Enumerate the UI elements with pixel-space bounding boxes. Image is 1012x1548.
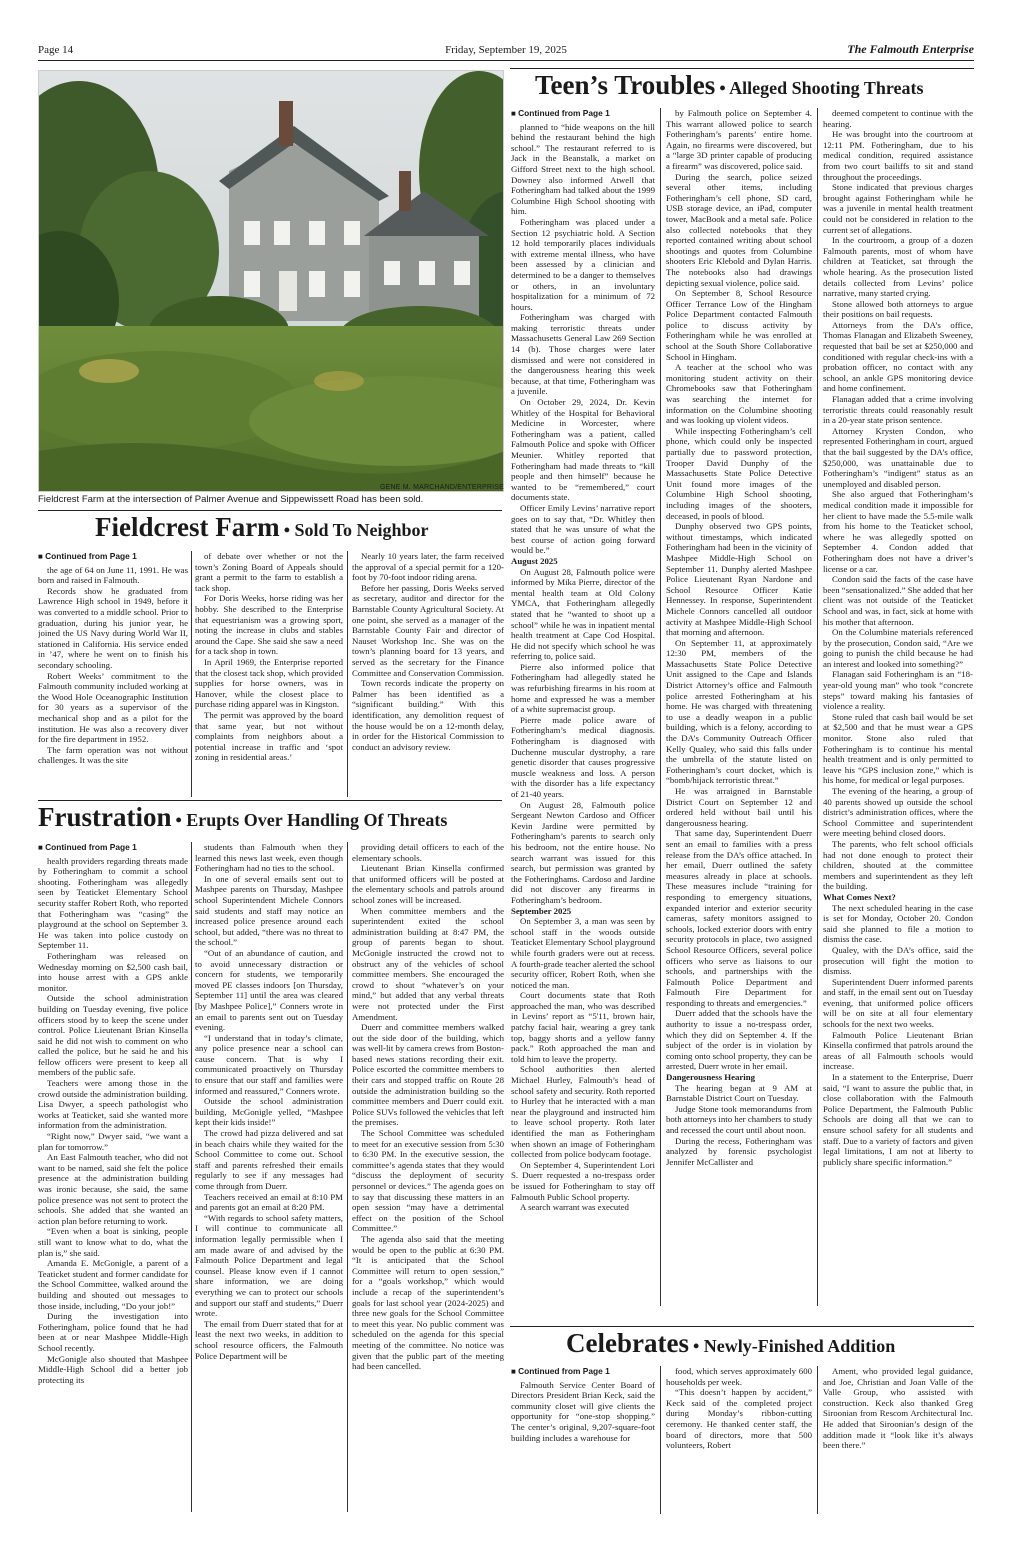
paragraph: Fotheringham was released on Wednesday morning on $2,500 cash bail, into house arrest with a GPS ankle monitor. [38, 950, 188, 993]
paragraph: On September 3, a man was seen by school staff in the woods outside Teaticket Elementary School playground while fourth graders were out at recess. A fourth-grade teacher alerted the school security officer, Robert Roth, when she noticed the man. [511, 916, 655, 990]
frustration-top-rule [38, 800, 502, 801]
paragraph: Flanagan added that a crime involving terroristic threats could reasonably result in a 20-year state prison sentence. [823, 394, 973, 426]
paragraph: Stone allowed both attorneys to argue their positions on bail requests. [823, 298, 973, 320]
column-divider [660, 1366, 661, 1514]
subhead: What Comes Next? [823, 891, 896, 902]
paragraph: Lieutenant Brian Kinsella confirmed that uniformed officers will be posted at the elementary schools and patrols around school zones will be increased. [352, 863, 504, 905]
paragraph: She also argued that Fotheringham’s medical condition made it impossible for her client to have made the 5.5-mile walk from his home to the Teaticket school, where he was allegedly spotted on September 4. Condon added that Fotheringham does not have a driver’s license or a car. [823, 489, 973, 574]
photo-cutline: Fieldcrest Farm at the intersection of Palmer Avenue and Sippewissett Road has been sold. [38, 494, 424, 505]
paragraph: Outside the school administration building, McGonigle yelled, “Mashpee kept their kids inside!” [195, 1096, 343, 1128]
paragraph: by Falmouth police on September 4. This warrant allowed police to search Fotheringham’s parents’ entire home. Again, no firearms were discovered, but a “large 3D printer capable of producing a firearm” was discovered, police said. [666, 108, 812, 171]
paragraph: On the Columbine materials referenced by the prosecution, Condon said, “Are we going to punish the child because he had an interest and looked into something?” [823, 627, 973, 669]
paragraph: Nearly 10 years later, the farm received the approval of a special permit for a 120-foot by 70-foot indoor riding arena. [352, 551, 504, 583]
paragraph: That same day, Superintendent Duerr sent an email to families with a press release from the DA’s office attached. In her email, Duerr outlined the safety measures already in place at schools. These measures include “training for responding to emergency situations, expanded interior and exterior security cameras, safety monitors assigned to schools, locked exterior doors with entry security protocols in place, two assigned School Resource Officers, several police officers who serve as liaisons to our schools, and partnerships with the Falmouth Police Department and Falmouth Fire Department for responding to threats and emergencies.” [666, 828, 812, 1008]
paragraph: On August 28, Falmouth police were informed by Mika Pierre, director of the mental health team at Old Colony YMCA, that Fotheringham allegedly stated that he “wanted to shoot up a school” while he was in inpatient mental health treatment at Cape Cod Hospital. He did not specify which school he was referring to, police said. [511, 566, 655, 662]
paragraph: Fotheringham was charged with making terroristic threats under Massachusetts General Law 269 Section 14 (b). Those charges were later dismissed and were not considered in the dangerousness hearing this week because, at that time, Fotheringham was a juvenile. [511, 312, 655, 397]
teen-column-1 [511, 108, 655, 1306]
paragraph: Attorneys from the DA’s office, Thomas Flanagan and Elizabeth Sweeney, requested that bail be set at $250,000 and conditioned with regular check-ins with a probation officer, no contact with any school, an ankle GPS monitoring device and home confinement. [823, 319, 973, 394]
celebrates-continued: ■ Continued from Page 1 [511, 1366, 655, 1378]
celebrates-column-3 [823, 1366, 973, 1516]
column-divider [191, 551, 192, 797]
paragraph: food, which serves approximately 600 households per week. [666, 1366, 812, 1387]
frustration-head: Frustration [38, 802, 172, 832]
paragraph: Stone indicated that previous charges brought against Fotheringham while he was a juvenile in mental health treatment could not be considered in relation to the current set of allegations. [823, 182, 973, 235]
paragraph: the age of 64 on June 11, 1991. He was born and raised in Falmouth. [38, 564, 188, 586]
teen-col2-body [666, 108, 812, 1167]
column-divider [817, 1366, 818, 1514]
paragraph: “Even when a boat is sinking, people still want to know what to do, what the plan is,” she said. [38, 1226, 188, 1258]
frustration-col2-body [195, 842, 343, 1361]
paragraph: In a statement to the Enterprise, Duerr said, “I want to assure the public that, in close collaboration with the Falmouth Police Department, the Falmouth Public Schools are doing all that we can to ensure school safety for all students and staff. Due to a variety of factors and given legal limitations, I am not at liberty to publicly share specific information.” [823, 1072, 973, 1167]
frustration-deck: • Erupts Over Handling Of Threats [175, 810, 448, 830]
paragraph: planned to “hide weapons on the hill behind the restaurant behind the high school.” The restaurant referred to is Jack in the Beanstalk, a market on Gifford Street next to the high school. Downey also informed Atwell that Fotheringham had talked about the 1999 Columbine High School shooting with him. [511, 121, 655, 217]
paragraph: The permit was approved by the board that same year, but not without complaints from neighbors about a potential increase in traffic and ‘spot zoning in residential areas.’ [195, 709, 343, 763]
paragraph: Duerr added that the schools have the authority to issue a no-trespass order, which they did on September 4. If the subject of the order is in violation by coming onto school property, they can be arrested, Duerr wrote in her email. [666, 1008, 812, 1072]
paragraph: Pierre also informed police that Fotheringham had allegedly stated he was refurbishing firearms in his room at home and expressed he was a member of a white supremacist group. [511, 661, 655, 715]
frustration-continued: ■ Continued from Page 1 [38, 842, 188, 854]
paragraph: The parents, who felt school officials had not done enough to protect their children, shouted at the committee members and superintendent as they left the building. [823, 838, 973, 892]
paragraph: On August 28, Falmouth police Sergeant Newton Cardoso and Officer Kevin Jardine were permitted by Fotheringham’s parents to search only his bedroom, not the entire house. No search warrant was issued for this search, but permission was granted by the Fotheringhams. Cardoso and Jardine did not discover any firearms in Fotheringham’s bedroom. [511, 799, 655, 905]
paragraph: Falmouth Police Lieutenant Brian Kinsella confirmed that patrols around the areas of all Falmouth schools would increase. [823, 1029, 973, 1072]
masthead-logo: The Falmouth Enterprise [847, 42, 974, 56]
teen-continued: ■ Continued from Page 1 [511, 108, 655, 120]
folio-bar [38, 41, 974, 61]
paragraph: Attorney Krysten Condon, who represented Fotheringham in court, argued that the bail suggested by the DA’s office, $250,000, was unattainable due to Fotheringham’s “indigent” status as an unemployed and disabled person. [823, 425, 973, 489]
farm-column-3 [352, 551, 504, 797]
teen-top-rule [510, 68, 974, 69]
paragraph: While inspecting Fotheringham’s cell phone, which could only be inspected partially due to password protection, Trooper David Dunphy of the Massachusetts State Police Detective Unit found more images of the Columbine High School shooting, including images of the shooters, deceased, in pools of blood. [666, 425, 812, 521]
frustration-column-3 [352, 842, 504, 1512]
paragraph: providing detail officers to each of the elementary schools. [352, 842, 504, 863]
celebrates-top-rule [510, 1326, 974, 1327]
paragraph: “This doesn’t happen by accident,” Keck said of the completed project during Monday’s ribbon-cutting ceremony. He thanked center staff, the board of directors, more that 500 volunteers, Robert [666, 1387, 812, 1451]
column-divider [347, 551, 348, 797]
paragraph: The evening of the hearing, a group of 40 parents showed up outside the school district’s administration offices, where the School Committee and superintendent were meeting behind closed doors. [823, 786, 973, 839]
paragraph: The next scheduled hearing in the case is set for Monday, October 20. Condon said she planned to file a motion to dismiss the case. [823, 902, 973, 945]
farm-col1-body [38, 565, 188, 766]
paragraph: During the recess, Fotheringham was analyzed by forensic psychologist Jennifer McCallister and [666, 1135, 812, 1167]
farm-col3-body [352, 551, 504, 752]
paragraph: Fotheringham was placed under a Section 12 psychiatric hold. A Section 12 hold temporarily places individuals with extreme mental illness, who have been assessed by a clinician and determined to be a danger to themselves or others, in an involuntary hospitalization for a minimum of 72 hours. [511, 216, 655, 312]
paragraph: In the courtroom, a group of a dozen Falmouth parents, most of whom have children at Teaticket, sat through the whole hearing. As the prosecution listed details collected from Levins’ police narrative, many started crying. [823, 235, 973, 299]
celebrates-col2-body [666, 1366, 812, 1451]
farm-column-1 [38, 551, 188, 797]
celebrates-col3-body [823, 1366, 973, 1451]
paragraph: Falmouth Service Center Board of Directors President Brian Keck, said the community closet will give clients the opportunity for “one-stop shopping.” The center’s original, 9,207-square-foot building includes a warehouse for [511, 1379, 655, 1443]
paragraph: Judge Stone took memorandums from both attorneys into her chambers to study and recessed the court until about noon. [666, 1103, 812, 1135]
farm-head: Fieldcrest Farm [95, 512, 280, 542]
paragraph: Outside the school administration building on Tuesday evening, five police officers stood by to keep the scene under control. Police Lieutenant Brian Kinsella said he did not wish to comment on who called the police, but he said he and his fellow officers were present to keep all members of the public safe. [38, 993, 188, 1078]
farm-column-2 [195, 551, 343, 797]
farmhouse-photo [38, 70, 504, 492]
frustration-col1-body [38, 856, 188, 1386]
celebrates-head: Celebrates [566, 1328, 689, 1358]
teen-col1-body [511, 122, 655, 1213]
paragraph: “Right now,” Dwyer said, “we want a plan for tomorrow.” [38, 1131, 188, 1152]
paragraph: Teachers were among those in the crowd outside the administration building. Lisa Dwyer, a speech pathologist who works at Teaticket, said she wanted more information from the administration. [38, 1078, 188, 1131]
paragraph: Robert Weeks’ commitment to the Falmouth community included working at the Wood Hole Oceanographic Institution for 30 years as a supervisor of the mechanical shop and as a pilot for the institution. He was also a recovery diver for the fire department in 1952. [38, 670, 188, 745]
paragraph: Pierre made police aware of Fotheringham’s medical diagnosis. Fotheringham is diagnosed with Duchenne muscular dystrophy, a rare genetic disorder that causes progressive muscle weakness and loss. A person with the disorder has a life expectancy of 21-40 years. [511, 714, 655, 799]
celebrates-column-2 [666, 1366, 812, 1516]
paragraph: Duerr and committee members walked out the side door of the building, which was well-lit by camera crews from Boston-based news stations recording their exit. Police escorted the committee members to their cars and stopped traffic on Route 28 outside the administration building so the committee members and Duerr could exit. Police SUVs followed the vehicles that left the premises. [352, 1022, 504, 1128]
page-number: Page 14 [38, 44, 74, 56]
paragraph: Dunphy observed two GPS points, without timestamps, which indicated Fotheringham had been in the vicinity of Mashpee Middle-High School on September 11. Dunphy alerted Mashpee Police Lieutenant Ryan Nardone and School Resource Officer Katie Hennessey. In response, Superintendent Michele Connors cancelled all outdoor activity at Mashpee Middle-High School that morning and afternoon. [666, 521, 812, 638]
paragraph: The crowd had pizza delivered and sat in beach chairs while they waited for the School Committee to come out. School staff and parents refreshed their emails regularly to see if any messages had come through from Duerr. [195, 1128, 343, 1191]
paragraph: Flanagan said Fotheringham is an “18-year-old young man” who took “concrete steps” toward making his fantasies of violence a reality. [823, 669, 973, 712]
paragraph: A teacher at the school who was monitoring student activity on their Chromebooks saw that Fotheringham was searching the internet for information on the Columbine shooting and was looking up violent videos. [666, 362, 812, 426]
column-divider [191, 842, 192, 1512]
paragraph: For Doris Weeks, horse riding was her hobby. She described to the Enterprise that equestrianism was a growing sport, noting the increase in clubs and stables around the Cape. She said she saw a need for a tack shop in town. [195, 593, 343, 657]
paragraph: Superintendent Duerr informed parents and staff, in the email sent out on Tuesday evening, that uniformed police officers will be on site at all four elementary schools for the next two weeks. [823, 976, 973, 1030]
celebrates-headline [566, 1328, 895, 1359]
paragraph: In April 1969, the Enterprise reported that the closest tack shop, which provided supplies for horse owners, was in Hanover, while the closest place to purchase riding apparel was in Kingston. [195, 656, 343, 710]
paragraph: McGonigle also shouted that Mashpee Middle-High School did a better job protecting its [38, 1353, 188, 1385]
paragraph: On September 8, School Resource Officer Terrance Low of the Hingham Police Department contacted Falmouth police to discuss activity by Fotheringham while he was enrolled at school at the South Shore Collaborative School in Hingham. [666, 288, 812, 362]
farmhouse-photo-image [39, 71, 504, 492]
subhead: September 2025 [511, 905, 572, 916]
farm-continued: ■ Continued from Page 1 [38, 551, 188, 563]
farm-headline [95, 512, 429, 543]
paragraph: Ament, who provided legal guidance, and Joe, Christian and Joan Valle of the Valle Group, who assisted with construction. Keck also thanked Greg Siroonian from Rescom Architectural Inc. He added that Siroonian’s design of the addition made it “look like it’s always been there.” [823, 1366, 973, 1451]
paragraph: deemed competent to continue with the hearing. [823, 108, 973, 129]
paragraph: The hearing began at 9 AM at Barnstable District Court on Tuesday. [666, 1082, 812, 1104]
paragraph: During the investigation into Fotheringham, police found that he had been at or near Mashpee Middle-High School recently. [38, 1311, 188, 1353]
column-divider [817, 108, 818, 1306]
paragraph: students than Falmouth when they learned this news last week, even though Fotheringham had no ties to the school. [195, 842, 343, 874]
celebrates-deck: • Newly-Finished Addition [692, 1336, 896, 1356]
paragraph: Court documents state that Roth approached the man, who was described in Levins’ report as “5'11, brown hair, patchy facial hair, wearing a grey tank top, baggy shorts and a yellow fanny pack.” Roth approached the man and told him to leave the property. [511, 990, 655, 1064]
paragraph: Qualey, with the DA’s office, said the prosecution will fight the motion to dismiss. [823, 944, 973, 977]
paragraph: “I understand that in today’s climate, any police presence near a school can cause concern. That is why I communicated proactively on Thursday to ensure that our staff and families were informed and reassured,” Conners wrote. [195, 1032, 343, 1096]
celebrates-col1-body [511, 1380, 655, 1444]
paragraph: During the search, police seized several other items, including Fotheringham’s cell phone, SD card, USB storage device, an iPad, computer tower, MacBook and a metal safe. Police also collected notebooks that they reported contained writing about school shootings and quotes from Columbine shooters Eric Klebold and Dylan Harris. The notebooks also had drawings depicting sexual violence, police said. [666, 171, 812, 288]
paragraph: The email from Duerr stated that for at least the next two weeks, in addition to school resource officers, the Falmouth Police Department will be [195, 1318, 343, 1361]
paragraph: health providers regarding threats made by Fotheringham to commit a school shooting. Fotheringham was allegedly seen by Teaticket Elementary School security staffer Robert Roth, who reported that Fotheringham was “casing” the playground at the school on September 3. He was taken into police custody on September 11. [38, 855, 188, 951]
teen-deck: • Alleged Shooting Threats [719, 78, 924, 98]
frustration-column-2 [195, 842, 343, 1512]
paragraph: On September 11, at approximately 12:30 PM, members of the Massachusetts State Police Detective Unit assigned to the Cape and Islands District Attorney’s office and Falmouth police arrested Fotheringham at his home. He was charged with threatening to use a deadly weapon in a public building, which is a felony, according to the DA’s Community Outreach Officer Kelly Qualey, who said this falls under the umbrella of the statute listed on Fotheringham’s court docket, which is “bomb/hijack terroristic threat.” [666, 637, 812, 786]
paragraph: Condon said the facts of the case have been “sensationalized.” She added that her client was not outside of the Teaticket School and was, in fact, sick at home with his mother that afternoon. [823, 574, 973, 627]
paragraph: On September 4, Superintendent Lori S. Duerr requested a no-trespass order be issued for Fotheringham to stay off Falmouth Public School property. [511, 1159, 655, 1202]
issue-date: Friday, September 19, 2025 [445, 44, 567, 56]
subhead: August 2025 [511, 555, 558, 566]
teen-column-3 [823, 108, 973, 1306]
teen-col3-body [823, 108, 973, 1167]
paragraph: Records show he graduated from Lawrence High school in 1949, before it was converted to a middle school. Prior to graduation, during his junior year, he joined the US Navy during World War II, stationed in California. His service ended in ’47, where he went on to finish his secondary schooling. [38, 585, 188, 670]
teen-column-2 [666, 108, 812, 1306]
paragraph: of debate over whether or not the town’s Zoning Board of Appeals should grant a permit to the farm to establish a tack shop. [195, 551, 343, 593]
frustration-column-1 [38, 842, 188, 1512]
paragraph: “With regards to school safety matters, I will continue to communicate all information legally permissible when I am made aware of and advised by the Falmouth Police Department and legal counsel. Please know even if I cannot share information, we are doing everything we can to protect our schools and support our staff and students,” Duerr wrote. [195, 1212, 343, 1319]
column-divider [660, 108, 661, 1306]
teen-headline [535, 70, 923, 101]
paragraph: He was arraigned in Barnstable District Court on September 12 and ordered held without bail until his dangerousness hearing. [666, 786, 812, 828]
paragraph: Stone ruled that cash bail would be set at $2,500 and that he must wear a GPS monitor. Stone also ruled that Fotheringham is to continue his mental health treatment and is only permitted to leave his “GPS inclusion zone,” which is his home, for medical or legal purposes. [823, 711, 973, 786]
teen-head: Teen’s Troubles [535, 70, 716, 100]
paragraph: The School Committee was scheduled to meet for an executive session from 5:30 to 6:30 PM. In the executive session, the committee’s agenda states that they would “discuss the deployment of security personnel or devices.” The agenda goes on to say that discussing these matters in an open session “may have a detrimental effect on the position of the School Committee.” [352, 1128, 504, 1234]
column-divider [347, 842, 348, 1512]
folio-rule [38, 60, 974, 61]
paragraph: The agenda also said that the meeting would be open to the public at 6:30 PM. “It is anticipated that the School Committee will return to open session,” for a “goals workshop,” which would include a recap of the superintendent’s goals for last school year (2024-2025) and three new goals for the School Committee to meet this year. No public comment was scheduled on the agenda for this special meeting of the committee. No notice was given that the public part of the meeting had been cancelled. [352, 1233, 504, 1372]
paragraph: Officer Emily Levins’ narrative report goes on to say that, “Dr. Whitley then stated that he was unsure of what the best course of action going forward would be.” [511, 502, 655, 556]
celebrates-column-1 [511, 1366, 655, 1516]
farm-deck: • Sold To Neighbor [283, 520, 429, 540]
frustration-headline [38, 802, 447, 833]
subhead: Dangerousness Hearing [666, 1072, 756, 1083]
paragraph: “Out of an abundance of caution, and to avoid unnecessary distraction or concern for students, we temporarily moved PE classes indoors [on Thursday, September 11] until the area was cleared [by Mashpee Police],” Conners wrote in an email to parents sent out on Tuesday evening. [195, 947, 343, 1033]
paragraph: The farm operation was not without challenges. It was the site [38, 744, 188, 766]
paragraph: Town records indicate the property on Palmer has been identified as a “significant building.” With this identification, any demolition request of the house would be on a 12-month delay, in order for the Historical Commission to conduct an advisory review. [352, 678, 504, 752]
paragraph: When committee members and the superintendent exited the school administration building at 8:47 PM, the group of parents began to shout. McGonigle instructed the crowd not to obstruct any of the vehicles of school committee members. She encouraged the crowd to shout “whatever’s on your mind,” but added that any verbal threats were not protected under the First Amendment. [352, 905, 504, 1022]
paragraph: In one of several emails sent out to Mashpee parents on Thursday, Mashpee school Superintendent Michele Connors said students and staff may notice an increased police presence around each school, but added, “there was no threat to the school.” [195, 873, 343, 948]
paragraph: A search warrant was executed [520, 1202, 629, 1213]
paragraph: School authorities then alerted Michael Hurley, Falmouth’s head of school safety and security. Roth reported to Hurley that he interacted with a man near the playground and instructed him to leave school property. Roth later identified the man as Fotheringham when shown an image of Fotheringham collected from police bodycam footage. [511, 1064, 655, 1160]
paragraph: Teachers received an email at 8:10 PM and parents got an email at 8:20 PM. [195, 1191, 343, 1213]
paragraph: On October 29, 2024, Dr. Kevin Whitley of the Hospital for Behavioral Medicine in Worcester, where Fotheringham was a patient, called Falmouth Police and spoke with Officer Meunier. Whitley reported that Fotheringham had made threats to “kill people and then himself” because he wanted to be “remembered,” court documents state. [511, 397, 655, 503]
paragraph: Before her passing, Doris Weeks served as secretary, auditor and director for the Barnstable County Agricultural Society. At one point, she served as a manager of the Barnstable County Fair and director of Nauset Workshop Inc. She was on the town’s planning board for 13 years, and served as the secretary for the Finance Committee and Conservation Commission. [352, 582, 504, 678]
paragraph: He was brought into the courtroom at 12:11 PM. Fotheringham, due to his medical condition, required assistance from two court bailiffs to sit and stand throughout the proceedings. [823, 129, 973, 182]
paragraph: Amanda E. McGonigle, a parent of a Teaticket student and former candidate for the School Committee, walked around the building and shouted out messages to those inside, including, “Do your job!” [38, 1258, 188, 1311]
photo-credit: GENE M. MARCHAND/ENTERPRISE [379, 484, 504, 491]
frustration-col3-body [352, 842, 504, 1372]
paragraph: An East Falmouth teacher, who did not want to be named, said she felt the police presence at the administration building was ironic because, she said, the same police presence was not sent to protect the schools. She added that she wanted an action plan before returning to work. [38, 1152, 188, 1226]
farm-top-rule [38, 510, 502, 511]
farm-col2-body [195, 551, 343, 763]
